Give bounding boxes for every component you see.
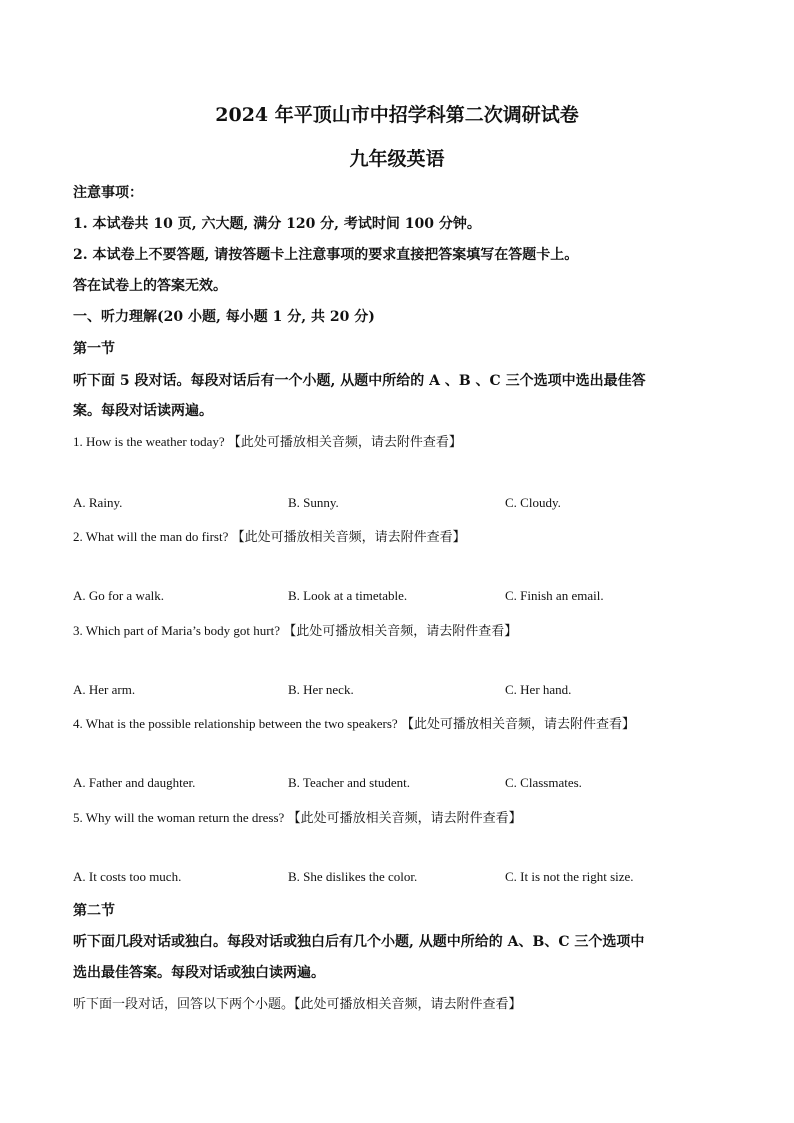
question-text: 2. What will the man do first? [73,529,229,544]
prompt-text: 听下面一段对话，回答以下两个小题。 [73,997,295,1012]
options-row [73,495,753,513]
section2-title: 第二节 [73,903,115,919]
audio-note[interactable]: 【此处可播放相关音频，请去附件查看】 [294,997,522,1012]
question [73,713,635,732]
option-a: A. It costs too much. [73,869,182,884]
audio-note[interactable]: 【此处可播放相关音频，请去附件查看】 [283,624,518,639]
option-c: C. Cloudy. [505,495,561,510]
section2-instruction: 听下面几段对话或独白。每段对话或独白后有几个小题, 从题中所给的 A、B、C 三个选项中 [73,934,645,950]
notice-item: 1. 本试卷共 10 页, 六大题, 满分 120 分, 考试时间 100 分钟。 [73,216,481,232]
question [73,620,517,639]
option-c: C. Classmates. [505,775,582,790]
options-row [73,775,753,793]
option-b: B. Look at a timetable. [288,588,408,603]
question [73,807,522,826]
option-b: B. Her neck. [288,682,354,697]
question-text: 1. How is the weather today? [73,434,225,449]
option-c: C. Finish an email. [505,588,604,603]
option-c: C. It is not the right size. [505,869,634,884]
section2-prompt [73,993,522,1012]
option-b: B. Sunny. [288,495,339,510]
part1-heading: 一、听力理解(20 小题, 每小题 1 分, 共 20 分) [73,309,375,325]
option-b: B. Teacher and student. [288,775,410,790]
section1-title: 第一节 [73,341,115,357]
option-a: A. Go for a walk. [73,588,164,603]
option-b: B. She dislikes the color. [288,869,418,884]
options-row [73,682,753,700]
audio-note[interactable]: 【此处可播放相关音频，请去附件查看】 [287,811,522,826]
audio-note[interactable]: 【此处可播放相关音频，请去附件查看】 [227,435,462,450]
option-a: A. Her arm. [73,682,136,697]
question [73,526,466,545]
audio-note[interactable]: 【此处可播放相关音频，请去附件查看】 [231,530,466,545]
section1-instruction: 案。每段对话读两遍。 [73,403,213,419]
audio-note[interactable]: 【此处可播放相关音频，请去附件查看】 [400,717,635,732]
notice-item: 答在试卷上的答案无效。 [73,278,227,294]
notice-item: 2. 本试卷上不要答题, 请按答题卡上注意事项的要求直接把答案填写在答题卡上。 [73,247,579,263]
question-text: 3. Which part of Maria’s body got hurt? [73,623,280,638]
options-row [73,869,753,887]
question [73,431,462,450]
section1-instruction: 听下面 5 段对话。每段对话后有一个小题, 从题中所给的 A 、B 、C 三个选项中选出最佳答 [73,373,646,389]
option-c: C. Her hand. [505,682,572,697]
question-text: 4. What is the possible relationship between the two speakers? [73,716,398,731]
exam-subtitle: 九年级英语 [349,148,445,170]
option-a: A. Rainy. [73,495,123,510]
exam-title: 2024 年平顶山市中招学科第二次调研试卷 [215,104,579,126]
notice-heading: 注意事项： [73,185,143,201]
options-row [73,588,753,606]
section2-instruction: 选出最佳答案。每段对话或独白读两遍。 [73,965,325,981]
question-text: 5. Why will the woman return the dress? [73,810,285,825]
option-a: A. Father and daughter. [73,775,196,790]
